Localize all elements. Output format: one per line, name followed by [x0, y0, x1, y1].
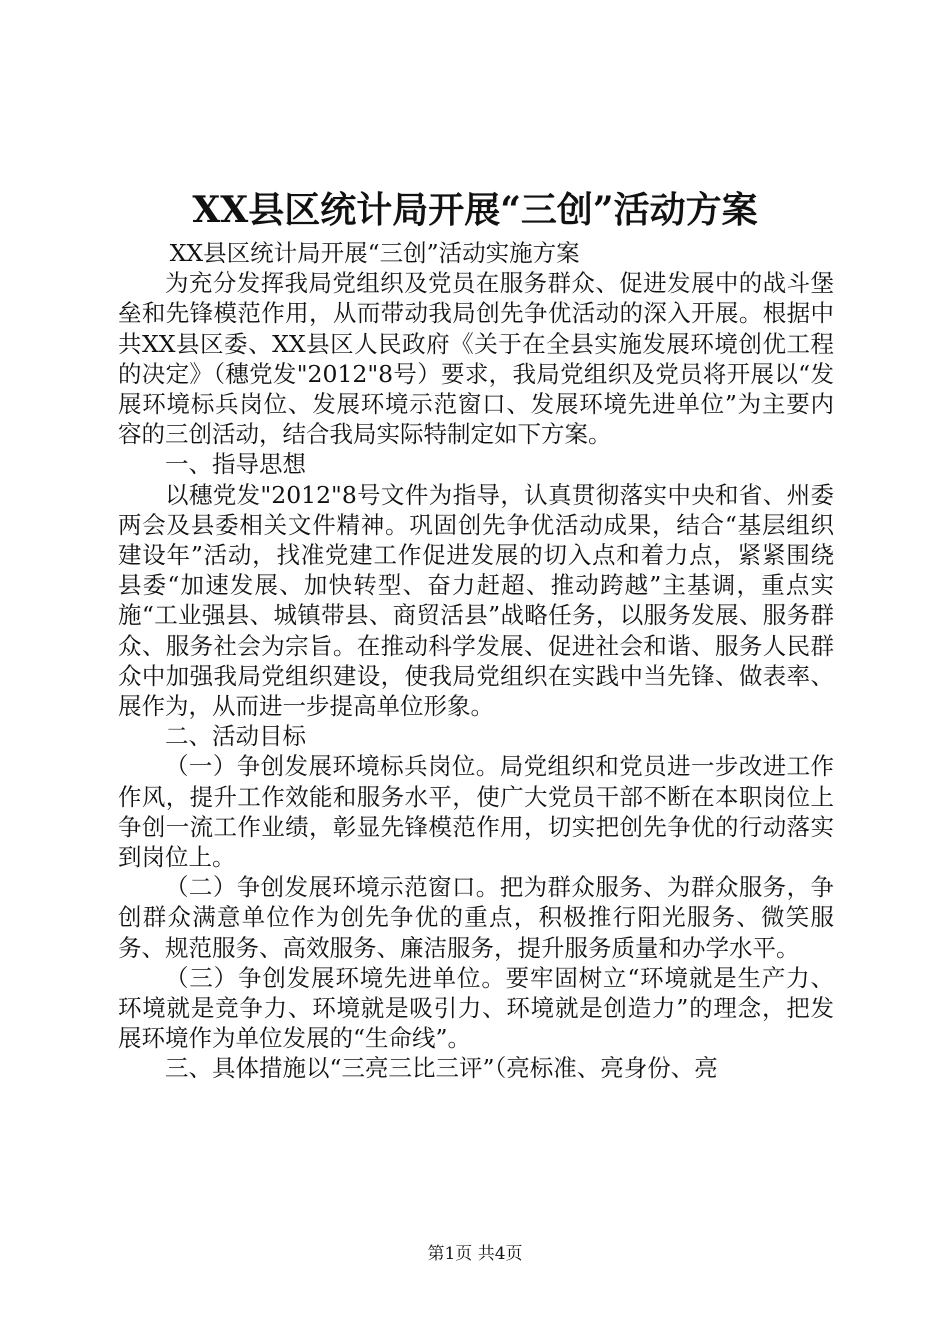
goal-paragraph-2: （二）争创发展环境示范窗口。把为群众服务、为群众服务，争创群众满意单位作为创先争优的重点，积极推行阳光服务、微笑服务、规范服务、高效服务、廉洁服务，提升服务质量和办学水平。: [118, 873, 834, 962]
measures-paragraph: 三、具体措施以“三亮三比三评”（亮标准、亮身份、亮: [165, 1054, 718, 1083]
document-subtitle: XX县区统计局开展“三创”活动实施方案: [169, 239, 580, 267]
document-body: [118, 238, 834, 1084]
goal-paragraph-3: （三）争创发展环境先进单位。要牢固树立“环境就是生产力、环境就是竞争力、环境就是吸引力、环境就是创造力”的理念，把发展环境作为单位发展的“生命线”。: [118, 963, 834, 1053]
document-title: XX县区统计局开展“三创”活动方案: [192, 189, 758, 231]
section-heading-activity-goals: 二、活动目标: [165, 722, 306, 751]
intro-paragraph: 为充分发挥我局党组织及党员在服务群众、促进发展中的战斗堡垒和先锋模范作用，从而带动我局创先争优活动的深入开展。根据中共XX县区委、XX县区人民政府《关于在全县实施发展环境创优工程的决定》（穗党发"2012"8号）要求，我局党组织及党员将开展以“发展环境标兵岗位、发展环境示范窗口、发展环境先进单位”为主要内容的三创活动，结合我局实际特制定如下方案。: [118, 269, 834, 449]
page-number-footer: 第1页 共4页: [427, 1244, 523, 1264]
guiding-thought-paragraph: 以穗党发"2012"8号文件为指导，认真贯彻落实中央和省、州委两会及县委相关文件精神。巩固创先争优活动成果，结合“基层组织建设年”活动，找准党建工作促进发展的切入点和着力点，紧紧围绕县委“加速发展、加快转型、奋力赶超、推动跨越”主基调，重点实施“工业强县、城镇带县、商贸活县”战略任务，以服务发展、服务群众、服务社会为宗旨。在推动科学发展、促进社会和谐、服务人民群众中加强我局党组织建设，使我局党组织在实践中当先锋、做表率、展作为，从而进一步提高单位形象。: [118, 480, 834, 721]
goal-paragraph-1: （一）争创发展环境标兵岗位。局党组织和党员进一步改进工作作风，提升工作效能和服务水平，使广大党员干部不断在本职岗位上争创一流工作业绩，彰显先锋模范作用，切实把创先争优的行动落实到岗位上。: [118, 752, 834, 872]
section-heading-guiding-thought: 一、指导思想: [165, 450, 306, 479]
